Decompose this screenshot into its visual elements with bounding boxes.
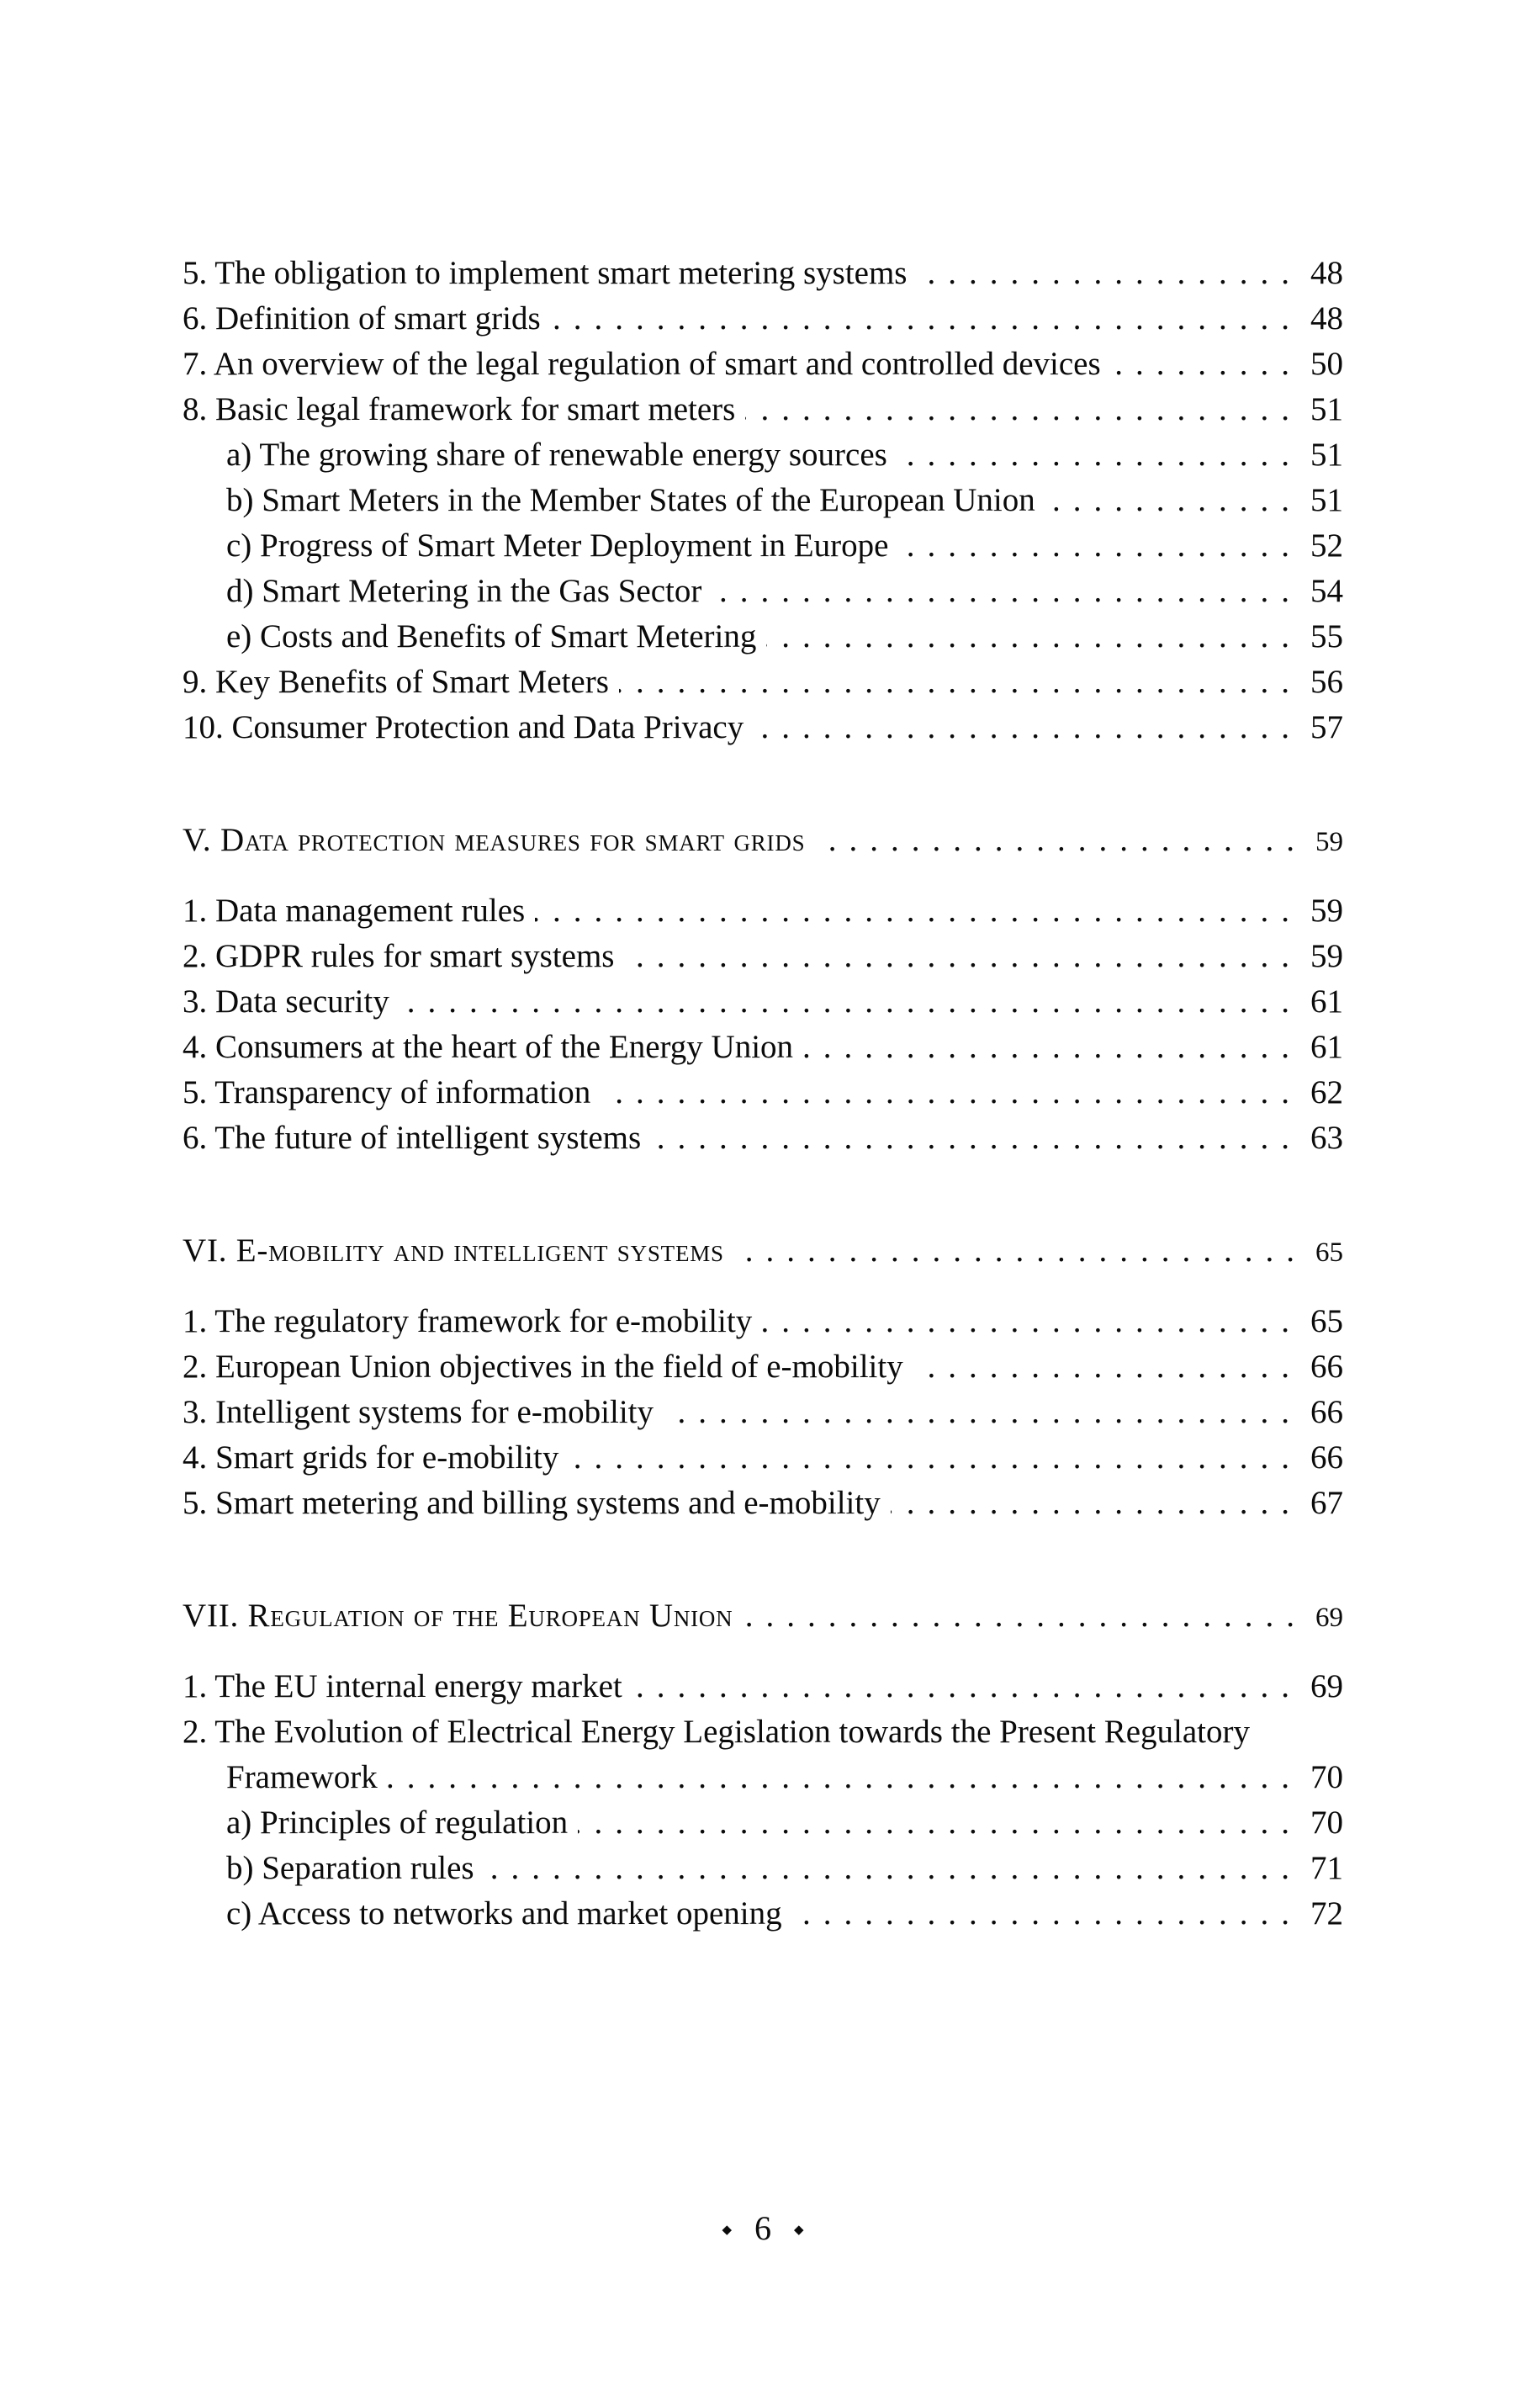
dot-leader [743,1593,1307,1639]
toc-entry [183,614,1343,660]
dot-leader [651,1116,1302,1161]
toc-entry [183,1299,1343,1344]
toc-entry-page-number: 67 [1310,1485,1343,1521]
toc-entry [183,342,1343,387]
dot-leader [815,818,1307,863]
dot-leader [803,1025,1302,1070]
dot-leader [388,1755,1302,1800]
toc-entry-page-number: 66 [1310,1394,1343,1430]
toc-entry [183,1846,1343,1891]
toc-entry-page-number: 52 [1310,527,1343,564]
dot-leader [664,1390,1302,1435]
toc-entry-label: 3. Intelligent systems for e-mobility [183,1394,654,1430]
dot-leader [754,705,1302,750]
toc-entry-label: 3. Data security [183,983,389,1020]
dot-leader [619,660,1302,705]
toc-entry-label: 10. Consumer Protection and Data Privacy [183,709,744,745]
table-of-contents [183,251,1343,1937]
dot-leader [578,1800,1302,1846]
toc-entry-label: a) Principles of regulation [226,1805,569,1841]
toc-entry [183,660,1343,705]
toc-entry [183,1664,1343,1709]
toc-entry-label: 6. The future of intelligent systems [183,1120,642,1156]
dot-leader [913,1344,1302,1390]
toc-entry [183,1390,1343,1435]
toc-section [183,1228,1343,1526]
toc-entry [183,705,1343,750]
diamond-ornament-left: ◆ [722,2223,732,2237]
toc-entry [183,1116,1343,1161]
toc-entry [183,1800,1343,1846]
toc-entry-page-number: 63 [1310,1120,1343,1156]
toc-heading-label: VI. E-mobility and intelligent systems [183,1232,724,1269]
toc-entry-label: 9. Key Benefits of Smart Meters [183,664,609,700]
toc-section [183,251,1343,750]
toc-entry [183,1755,1343,1800]
toc-entry-label: 2. GDPR rules for smart systems [183,938,615,974]
toc-entry-label: c) Access to networks and market opening [226,1895,782,1932]
toc-entry-label: 1. Data management rules [183,893,526,929]
toc-entry-page-number: 51 [1310,482,1343,518]
dot-leader [792,1891,1302,1937]
toc-entry-page-number: 59 [1310,938,1343,974]
toc-entry-label: 6. Definition of smart grids [183,300,541,337]
toc-entry-page-number: 59 [1310,893,1343,929]
toc-entry-label: 7. An overview of the legal regulation of smart and controlled devices [183,346,1101,382]
toc-entry [183,569,1343,614]
dot-leader [632,1664,1302,1709]
toc-entry [183,1709,1343,1755]
toc-entry-label: 2. The Evolution of Electrical Energy Legislation towards the Present Regulatory [183,1714,1250,1750]
toc-entry [183,1344,1343,1390]
dot-leader [898,523,1302,569]
dot-leader [891,1481,1302,1526]
dot-leader [766,614,1302,660]
dot-leader [601,1070,1302,1116]
toc-entry-label: 2. European Union objectives in the field of e-mobility [183,1349,903,1385]
toc-entry [183,432,1343,478]
toc-entry-page-number: 62 [1310,1074,1343,1110]
toc-entry-page-number: 70 [1310,1805,1343,1841]
toc-section-heading [183,1228,1343,1274]
toc-entry-label: 5. Smart metering and billing systems and e-mobility [183,1485,881,1521]
dot-leader [897,432,1302,478]
dot-leader [624,934,1302,979]
dot-leader [1045,478,1302,523]
dot-leader [400,979,1302,1025]
dot-leader [734,1228,1307,1274]
dot-leader [484,1846,1302,1891]
toc-entry [183,1435,1343,1481]
toc-entry-page-number: 55 [1310,618,1343,655]
toc-entry [183,888,1343,934]
toc-entry-page-number: 56 [1310,664,1343,700]
toc-entry-label: 8. Basic legal framework for smart meters [183,391,736,427]
toc-section [183,1593,1343,1937]
toc-entry-label: 4. Smart grids for e-mobility [183,1439,559,1476]
toc-entry-label: 5. The obligation to implement smart metering systems [183,255,908,291]
toc-entry [183,979,1343,1025]
toc-section-heading [183,1593,1343,1639]
page-footer [183,2209,1343,2253]
toc-entry-label: 4. Consumers at the heart of the Energy Union [183,1029,794,1065]
toc-entry [183,478,1343,523]
toc-entry-page-number: 51 [1310,437,1343,473]
toc-entry-label: e) Costs and Benefits of Smart Metering [226,618,757,655]
toc-entry-page-number: 72 [1310,1895,1343,1932]
toc-entry-label: a) The growing share of renewable energy sources [226,437,887,473]
toc-entry-page-number: 61 [1310,983,1343,1020]
toc-heading-page-number: 69 [1315,1603,1343,1633]
toc-section-heading [183,818,1343,863]
toc-entry-label: d) Smart Metering in the Gas Sector [226,573,702,609]
toc-entry-page-number: 69 [1310,1668,1343,1704]
toc-entry-label: 5. Transparency of information [183,1074,591,1110]
toc-heading-page-number: 59 [1315,827,1343,857]
toc-entry-label: Framework [226,1759,378,1795]
toc-entry-label: c) Progress of Smart Meter Deployment in Europe [226,527,889,564]
toc-entry-label: 1. The regulatory framework for e-mobility [183,1303,753,1339]
toc-entry-page-number: 48 [1310,300,1343,337]
toc-entry-page-number: 61 [1310,1029,1343,1065]
toc-entry-label: 1. The EU internal energy market [183,1668,622,1704]
toc-entry [183,934,1343,979]
dot-leader [745,387,1302,432]
toc-entry [183,1481,1343,1526]
toc-entry-page-number: 66 [1310,1439,1343,1476]
toc-entry-page-number: 50 [1310,346,1343,382]
toc-section [183,818,1343,1161]
toc-entry-page-number: 65 [1310,1303,1343,1339]
footer-page-number: 6 [754,2209,771,2247]
toc-entry-label: b) Smart Meters in the Member States of the European Union [226,482,1035,518]
dot-leader [762,1299,1302,1344]
toc-heading-label: VII. Regulation of the European Union [183,1598,733,1634]
toc-entry-page-number: 54 [1310,573,1343,609]
toc-entry [183,296,1343,342]
diamond-ornament-right: ◆ [794,2223,804,2237]
dot-leader [551,296,1302,342]
toc-heading-page-number: 65 [1315,1238,1343,1268]
dot-leader [535,888,1302,934]
toc-heading-label: V. Data protection measures for smart grids [183,822,806,858]
toc-entry-page-number: 66 [1310,1349,1343,1385]
toc-entry-page-number: 71 [1310,1850,1343,1886]
dot-leader [569,1435,1302,1481]
toc-entry-page-number: 57 [1310,709,1343,745]
toc-entry [183,523,1343,569]
dot-leader [1111,342,1302,387]
toc-entry-page-number: 51 [1310,391,1343,427]
toc-entry [183,1070,1343,1116]
dot-leader [918,251,1303,296]
toc-entry [183,387,1343,432]
toc-entry [183,1891,1343,1937]
dot-leader [712,569,1302,614]
toc-entry-page-number: 48 [1310,255,1343,291]
toc-entry [183,1025,1343,1070]
toc-entry-page-number: 70 [1310,1759,1343,1795]
toc-entry-label: b) Separation rules [226,1850,474,1886]
toc-entry [183,251,1343,296]
